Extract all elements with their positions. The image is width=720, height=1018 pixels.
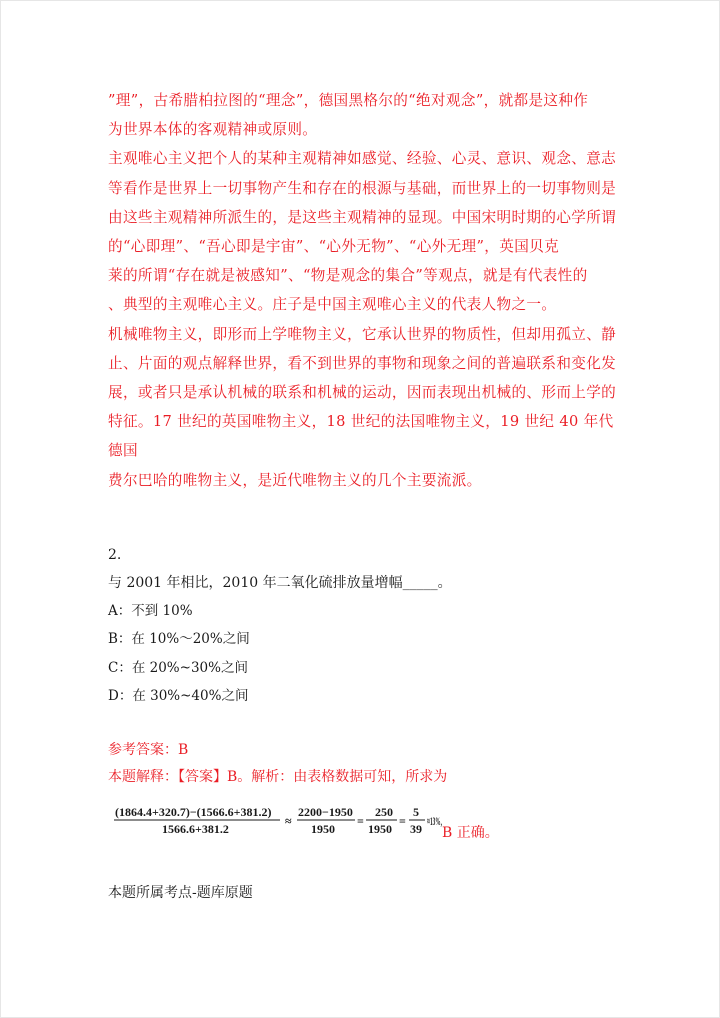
- question-text: 与 2001 年相比，2010 年二氧化硫排放量增幅_____。: [108, 575, 452, 591]
- option-d: D：在 30%~40%之间: [108, 688, 249, 704]
- formula-frac3-denominator: 1950: [368, 822, 392, 836]
- formula-numerator: (1864.4+320.7)−(1566.6+381.2): [115, 805, 272, 819]
- formula-frac4-denominator: 39: [410, 822, 422, 836]
- mechanical-materialism-line: 止、片面的观点解释世界，看不到世界的事物和现象之间的普遍联系和变化发: [108, 354, 617, 372]
- passage-line: 为世界本体的客观精神或原则。: [108, 121, 318, 139]
- subjective-idealism-line: 的“心即理”、“吾心即是宇宙”、“心外无物”、“心外无理”，英国贝克: [108, 238, 560, 256]
- answer-explanation: 本题解释：【答案】B。解析：由表格数据可知，所求为: [108, 769, 448, 785]
- formula-equals: =: [399, 814, 406, 828]
- mechanical-materialism-line: 费尔巴哈的唯物主义，是近代唯物主义的几个主要流派。: [108, 471, 482, 489]
- question-number: 2.: [108, 547, 122, 563]
- passage-line: ”理”，古希腊柏拉图的“理念”，德国黑格尔的“绝对观念”，就都是这种作: [108, 92, 589, 109]
- answer-conclusion: B 正确。: [442, 825, 499, 841]
- formula-frac2-numerator: 2200−1950: [298, 805, 353, 819]
- mechanical-materialism-line: 机械唯物主义，即形而上学唯物主义，它承认世界的物质性，但却用孤立、静: [108, 325, 617, 343]
- subjective-idealism-line: 、典型的主观唯心主义。庄子是中国主观唯心主义的代表人物之一。: [108, 296, 557, 314]
- reference-answer: 参考答案：B: [108, 742, 189, 758]
- formula-frac4-numerator: 5: [413, 805, 419, 819]
- subjective-idealism-line: 莱的所谓“存在就是被感知”、“物是观念的集合”等观点，就是有代表性的: [108, 267, 588, 285]
- formula-equals: =: [357, 814, 364, 828]
- subjective-idealism-line: 主观唯心主义把个人的某种主观精神如感觉、经验、心灵、意识、观念、意志: [108, 150, 617, 168]
- mechanical-materialism-line: 展，或者只是承认机械的联系和机械的运动，因而表现出机械的、形而上学的: [108, 384, 617, 402]
- passage: [108, 86, 628, 495]
- option-c: C：在 20%~30%之间: [108, 660, 248, 676]
- formula-frac3-numerator: 250: [375, 805, 393, 819]
- knowledge-point: 本题所属考点-题库原题: [108, 885, 253, 901]
- formula-denominator: 1566.6+381.2: [162, 822, 229, 836]
- formula-frac2-denominator: 1950: [311, 822, 335, 836]
- subjective-idealism-line: 由这些主观精神所派生的，是这些主观精神的显现。中国宋明时期的心学所谓: [108, 208, 617, 226]
- option-a: A：不到 10%: [108, 603, 193, 619]
- mechanical-materialism-line: 特征。17 世纪的英国唯物主义，18 世纪的法国唯物主义，19 世纪 40 年代德国: [108, 413, 614, 460]
- calculation-formula: [112, 803, 442, 843]
- subjective-idealism-line: 等看作是世界上一切事物产生和存在的根源与基础，而世界上的一切事物则是: [108, 179, 617, 197]
- formula-approx: ≈: [285, 814, 292, 828]
- formula-result: ≈13%,: [427, 814, 442, 828]
- option-b: B：在 10%～20%之间: [108, 631, 250, 647]
